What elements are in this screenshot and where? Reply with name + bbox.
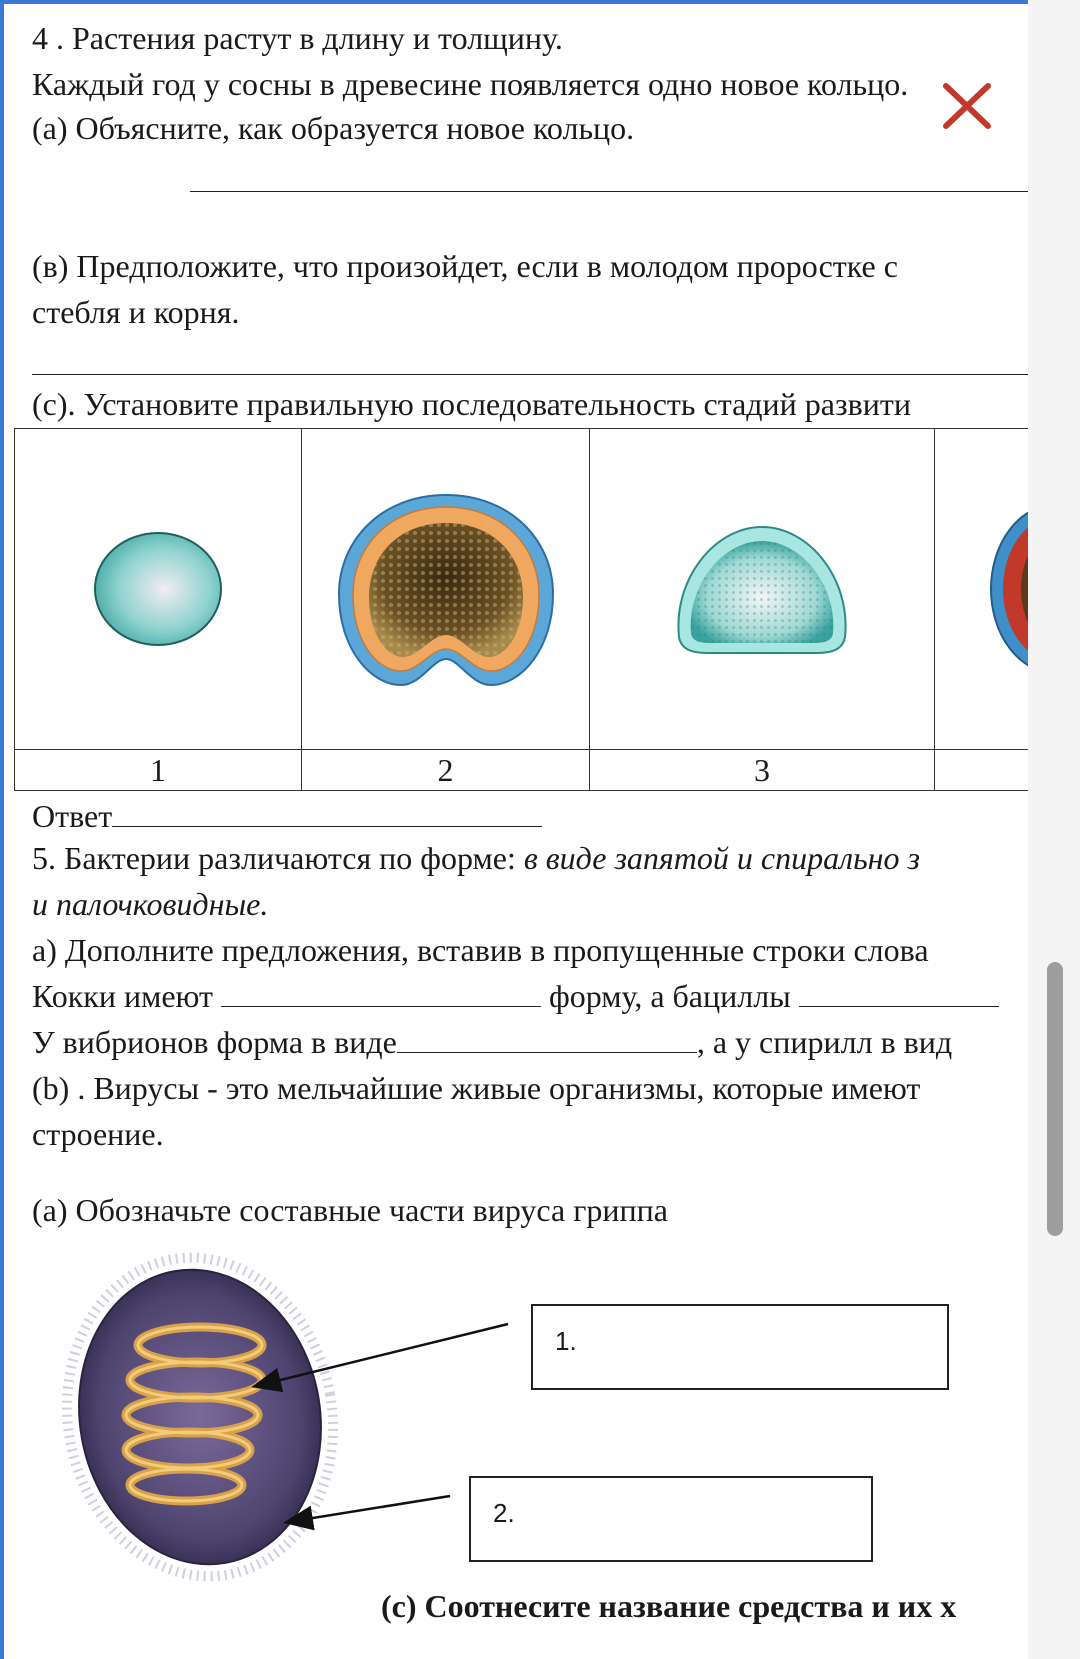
task4-statement: Каждый год у сосны в древесине появляется одно новое кольцо. — [32, 66, 909, 102]
task4-part-b-line1: (в) Предположите, что произойдет, если в молодом проростке с — [32, 248, 898, 284]
cocci-prefix: Кокки имеют — [32, 978, 222, 1014]
task5-title — [32, 838, 920, 878]
task5-part-a: а) Дополните предложения, вставив в пропущенные строки слова — [32, 932, 929, 968]
blastula-image — [667, 519, 857, 659]
answer-line-b — [32, 374, 1028, 375]
arrow-to-envelope — [288, 1496, 450, 1522]
stages-table — [14, 428, 1028, 791]
task5-title-prefix: 5. Бактерии различаются по форме: — [32, 840, 524, 876]
cocci-blank — [221, 980, 541, 1007]
stage-number-2: 2 — [302, 750, 590, 791]
stage-cell-2 — [302, 429, 590, 750]
vibrio-blank — [397, 1026, 697, 1053]
stage-number-4 — [935, 750, 1029, 791]
stage-cell-4 — [935, 429, 1029, 750]
task5-title-italic: в виде запятой и спирально з — [523, 840, 920, 876]
scrollbar-thumb[interactable] — [1047, 962, 1063, 1236]
task5-part-b-line2: строение. — [32, 1116, 164, 1152]
gastrula-image — [331, 489, 561, 689]
cocci-middle: форму, а бациллы — [541, 978, 799, 1014]
answer-label: Ответ — [32, 798, 113, 834]
task4-title: 4 . Растения растут в длину и толщину. — [32, 20, 563, 56]
scroll-gutter — [1028, 0, 1080, 1659]
label-box-1-number: 1. — [555, 1326, 577, 1356]
label-box-2-number: 2. — [493, 1498, 515, 1528]
task5-title-line2: и палочковидные. — [32, 886, 269, 922]
stage-cell-1 — [15, 429, 302, 750]
vibrio-sentence — [32, 1022, 952, 1062]
stage-number-1: 1 — [15, 750, 302, 791]
answer-row — [32, 796, 542, 836]
virus-task: (а) Обозначьте составные части вируса гриппа — [32, 1192, 668, 1228]
cocci-sentence — [32, 976, 999, 1016]
task5-part-b-line1: (b) . Вирусы - это мельчайшие живые организмы, которые имеют — [32, 1070, 921, 1106]
neurula-image-partial — [935, 489, 1028, 689]
task4-part-b-line2: стебля и корня. — [32, 294, 240, 330]
label-arrows — [0, 1300, 520, 1540]
label-box-2[interactable] — [469, 1476, 873, 1562]
answer-line-a — [190, 191, 1028, 192]
stage-cell-3 — [590, 429, 935, 750]
answer-blank — [112, 800, 542, 827]
label-box-1[interactable] — [531, 1304, 949, 1390]
task4-part-a: (а) Объясните, как образуется новое кольцо. — [32, 110, 635, 146]
zygote-image — [88, 529, 228, 649]
task5-part-c: (с) Соотнесите название средства и их х — [381, 1588, 957, 1624]
red-cross-icon — [940, 78, 996, 134]
arrow-to-rna — [256, 1324, 508, 1386]
vibrio-suffix: , а у спирилл в вид — [696, 1024, 953, 1060]
vibrio-prefix: У вибрионов форма в виде — [32, 1024, 397, 1060]
bacilli-blank — [799, 980, 999, 1007]
stage-number-3: 3 — [590, 750, 935, 791]
task4-part-c: (с). Установите правильную последовательность стадий развити — [32, 386, 911, 422]
